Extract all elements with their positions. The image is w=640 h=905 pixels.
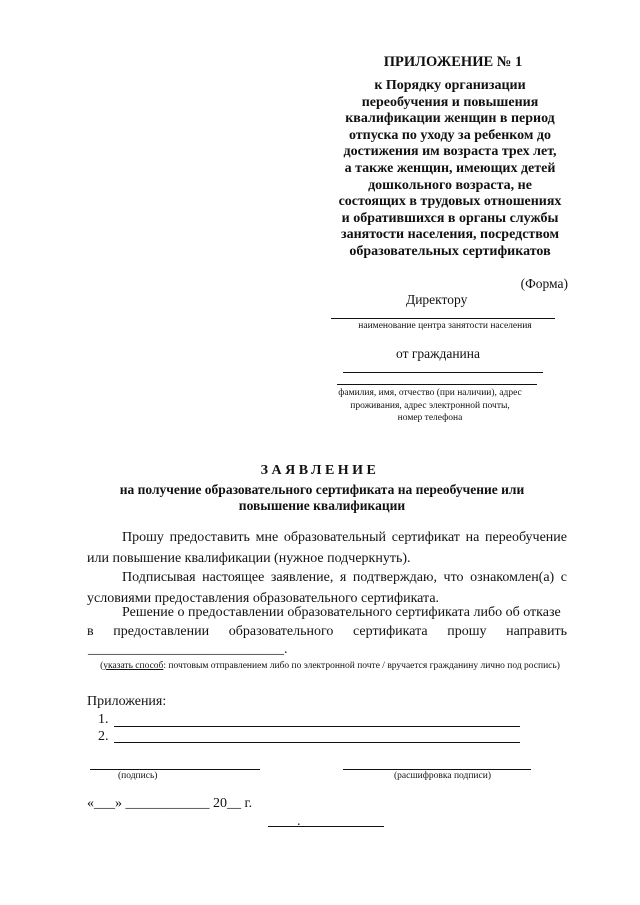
paragraph-decision-line2: в предоставлении образовательного сертификата прошу направить [87, 624, 567, 639]
attachments-label: Приложения: [87, 694, 167, 709]
method-caption-underlined: указать способ [103, 661, 164, 671]
appendix-line: достижения им возраста трех лет, [343, 144, 557, 160]
appendix-line: квалификации женщин в период [345, 111, 555, 127]
document-subtitle [112, 482, 532, 513]
subtitle-line: на получение образовательного сертификата на переобучение или [119, 482, 525, 497]
center-name-line[interactable] [331, 318, 555, 319]
appendix-line: к Порядку организации [374, 78, 526, 93]
appendix-title: ПРИЛОЖЕНИЕ № 1 [383, 54, 523, 70]
addressee-to-label: Директору [406, 292, 468, 307]
person-caption [332, 387, 528, 425]
paragraph-decision-line1: Решение о предоставлении образовательного сертификата либо об отказе [122, 605, 561, 620]
signature-line[interactable] [90, 769, 260, 770]
paragraph-request: Прошу предоставить мне образовательный сертификат на переобучение или повышение квалификации (нужное подчеркнуть). [87, 530, 567, 566]
appendix-line: а также женщин, имеющих детей [344, 160, 556, 176]
attachment-line-1[interactable] [114, 726, 520, 727]
stamp-line [268, 826, 384, 827]
attachment-number: 2. [98, 729, 109, 744]
signature-decode-line[interactable] [343, 769, 531, 770]
form-label: (Форма) [520, 276, 568, 291]
person-caption-line: номер телефона [397, 413, 463, 423]
subtitle-line: повышение квалификации [238, 497, 406, 513]
stamp-mark: . [297, 814, 301, 829]
appendix-line: и обратившихся в органы службы [341, 210, 559, 226]
person-line-2[interactable] [337, 384, 537, 385]
delivery-method-caption: (указать способ: почтовым отправлением либо по электронной почте / вручается гражданину лично под роспись) [100, 661, 560, 671]
paragraph-acknowledgement: Подписывая настоящее заявление, я подтверждаю, что ознакомлен(а) с условиями предоставления образовательного сертификата. [87, 570, 567, 606]
appendix-line: образовательных сертификатов [349, 243, 551, 259]
document-title: ЗАЯВЛЕНИЕ [260, 463, 380, 478]
appendix-line: отпуска по уходу за ребенком до [348, 127, 552, 143]
center-name-caption: наименование центра занятости населения [358, 321, 532, 331]
appendix-text [306, 78, 594, 261]
person-line-1[interactable] [343, 372, 543, 373]
attachment-number: 1. [98, 712, 109, 727]
appendix-line: занятости населения, посредством [340, 227, 560, 243]
appendix-line: переобучения и повышения [361, 94, 539, 110]
method-caption-rest: : почтовым отправлением либо по электронной почте / вручается гражданину лично под роспись [163, 661, 557, 671]
person-caption-line: проживания, адрес электронной почты, [350, 400, 510, 411]
appendix-line: дошкольного возраста, не [368, 177, 532, 193]
addressee-from-label: от гражданина [396, 346, 480, 361]
person-caption-line: фамилия, имя, отчество (при наличии), адрес [338, 388, 522, 398]
signature-caption: (подпись) [118, 771, 158, 781]
date-field[interactable]: «___» ____________ 20__ г. [87, 796, 253, 811]
attachment-line-2[interactable] [114, 742, 520, 743]
paragraph-decision-blank[interactable]: ____________________________. [88, 642, 288, 657]
appendix-line: состоящих в трудовых отношениях [338, 194, 562, 210]
signature-decode-caption: (расшифровка подписи) [394, 771, 491, 781]
